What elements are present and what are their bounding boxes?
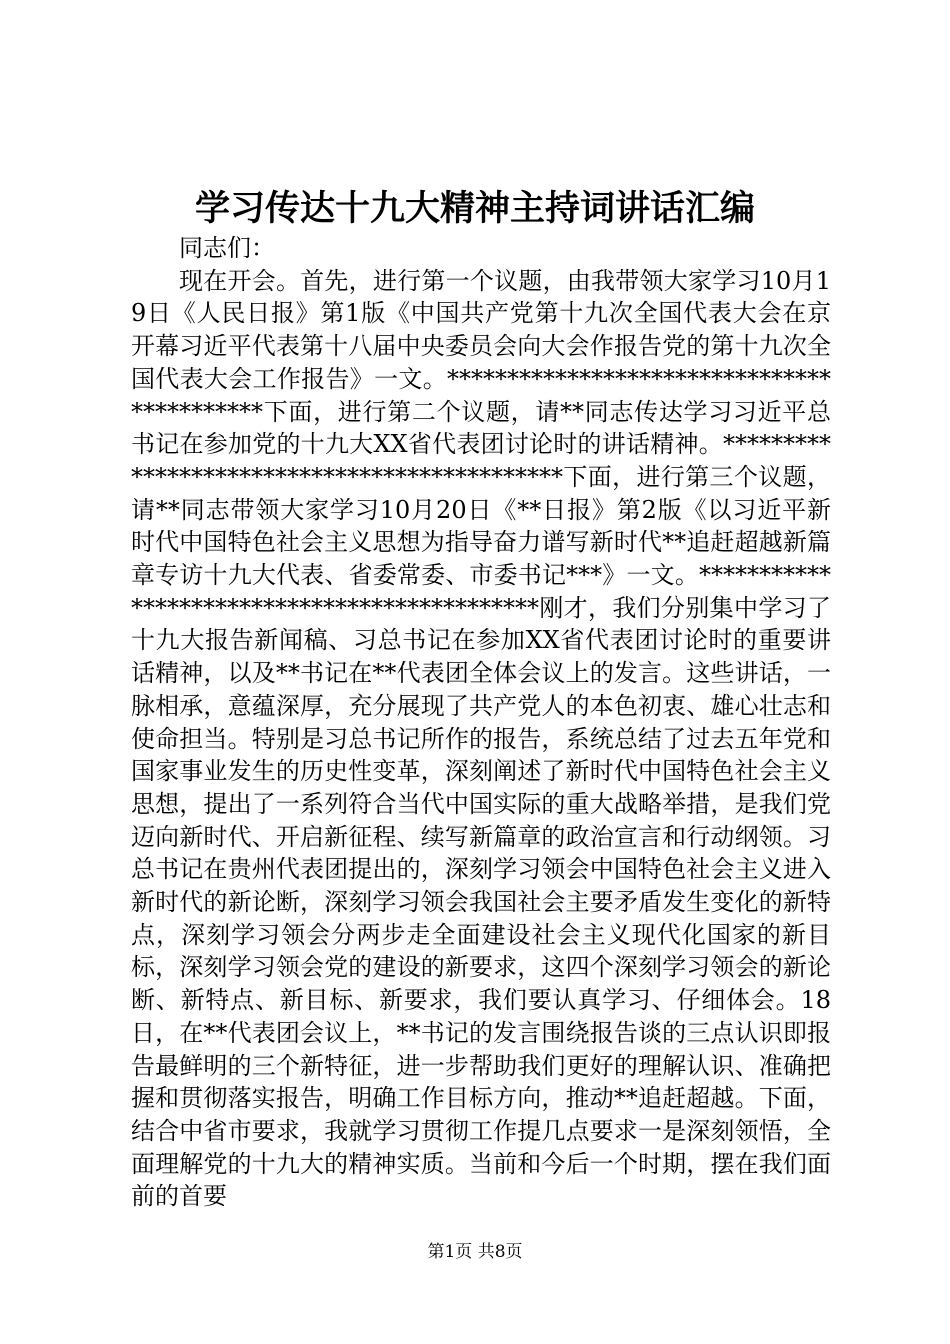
document-body: [131, 232, 831, 1213]
salutation: 同志们：: [179, 234, 275, 262]
document-title: 学习传达十九大精神主持词讲话汇编: [194, 188, 755, 229]
page-number: 第1页 共8页: [427, 1242, 523, 1262]
page-footer: [0, 1240, 950, 1264]
body-paragraph: 现在开会。首先，进行第一个议题，由我带领大家学习10月19日《人民日报》第1版《中国共产党第十九次全国代表大会在京开幕习近平代表第十八届中央委员会向大会作报告党的第十九次全国代表大会工作报告》一文。*******************************************下面，进行第二个议题，请**同志传达学习习近平总书记在参加党的十九大XX省代表团讨论时的讲话精神。*********************************************下面，进行第三个议题，请**同志带领大家学习10月20日《**日报》第2版《以习近平新时代中国特色社会主义思想为指导奋力谱写新时代**追赶超越新篇章专访十九大代表、省委常委、市委书记***》一文。*********************************************刚才，我们分别集中学习了十九大报告新闻稿、习总书记在参加XX省代表团讨论时的重要讲话精神，以及**书记在**代表团全体会议上的发言。这些讲话，一脉相承，意蕴深厚，充分展现了共产党人的本色初衷、雄心壮志和使命担当。特别是习总书记所作的报告，系统总结了过去五年党和国家事业发生的历史性变革，深刻阐述了新时代中国特色社会主义思想，提出了一系列符合当代中国实际的重大战略举措，是我们党迈向新时代、开启新征程、续写新篇章的政治宣言和行动纲领。习总书记在贵州代表团提出的，深刻学习领会中国特色社会主义进入新时代的新论断，深刻学习领会我国社会主要矛盾发生变化的新特点，深刻学习领会分两步走全面建设社会主义现代化国家的新目标，深刻学习领会党的建设的新要求，这四个深刻学习领会的新论断、新特点、新目标、新要求，我们要认真学习、仔细体会。18日，在**代表团会议上，**书记的发言围绕报告谈的三点认识即报告最鲜明的三个新特征，进一步帮助我们更好的理解认识、准确把握和贯彻落实报告，明确工作目标方向，推动**追赶超越。下面，结合中省市要求，我就学习贯彻工作提几点要求一是深刻领悟，全面理解党的十九大的精神实质。当前和今后一个时期，摆在我们面前的首要: [131, 266, 831, 1211]
